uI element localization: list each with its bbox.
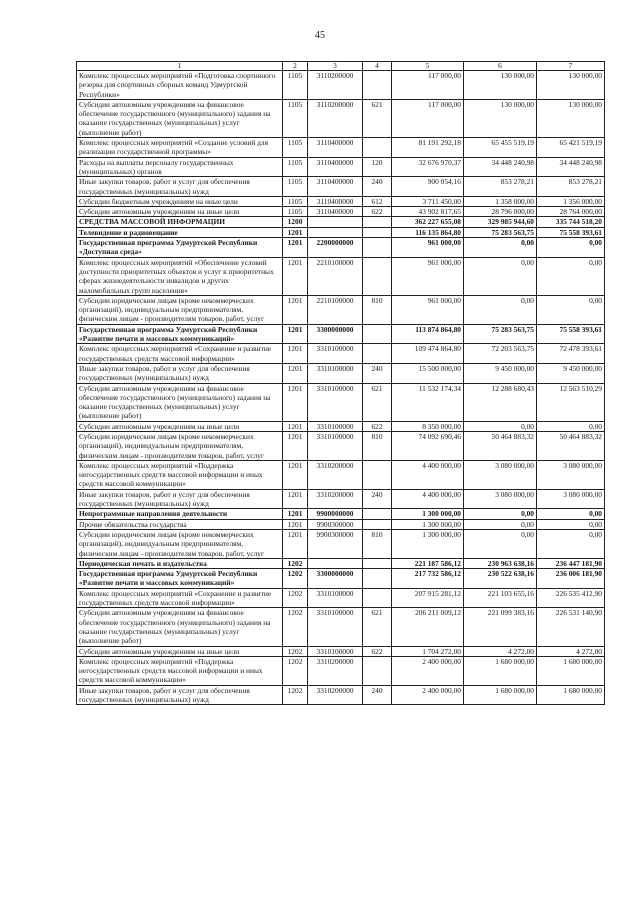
table-row — [77, 646, 605, 656]
cell-amount-year-2: 75 283 563,75 — [464, 324, 537, 344]
header-cell-3: 3 — [308, 62, 363, 71]
table-row — [77, 227, 605, 237]
cell-target-article: 2200000000 — [308, 238, 363, 258]
cell-amount-year-1: 217 732 586,12 — [392, 569, 464, 589]
cell-target-article: 3110400000 — [308, 207, 363, 217]
cell-amount-year-2: 28 796 000,00 — [464, 207, 537, 217]
cell-amount-year-3: 0,00 — [537, 529, 605, 558]
cell-amount-year-1: 32 676 970,37 — [392, 157, 464, 177]
cell-section: 1201 — [283, 238, 308, 258]
cell-section: 1105 — [283, 207, 308, 217]
cell-amount-year-2: 0,00 — [464, 238, 537, 258]
cell-section: 1202 — [283, 685, 308, 705]
table-row — [77, 529, 605, 558]
cell-amount-year-3: 75 558 393,61 — [537, 324, 605, 344]
cell-amount-year-3: 28 764 000,00 — [537, 207, 605, 217]
cell-target-article: 3110400000 — [308, 138, 363, 158]
cell-amount-year-1: 81 191 292,18 — [392, 138, 464, 158]
cell-amount-year-2: 221 099 383,16 — [464, 608, 537, 646]
cell-amount-year-2: 34 448 240,98 — [464, 157, 537, 177]
cell-amount-year-2: 0,00 — [464, 295, 537, 324]
cell-name: Иные закупки товаров, работ и услуг для обеспечения государственных (муниципальных) нужд — [77, 177, 283, 197]
cell-amount-year-3: 3 080 000,00 — [537, 489, 605, 509]
cell-amount-year-2: 0,00 — [464, 421, 537, 431]
table-row — [77, 295, 605, 324]
cell-target-article: 3310200000 — [308, 489, 363, 509]
cell-section: 1201 — [283, 257, 308, 295]
cell-amount-year-2: 221 103 655,16 — [464, 588, 537, 608]
cell-target-article: 3310200000 — [308, 656, 363, 685]
cell-target-article: 3310100000 — [308, 363, 363, 383]
cell-section: 1201 — [283, 519, 308, 529]
cell-target-article: 9900000000 — [308, 509, 363, 519]
cell-amount-year-2: 3 080 000,00 — [464, 460, 537, 489]
cell-amount-year-2: 72 203 563,75 — [464, 344, 537, 364]
cell-name: Непрограммные направления деятельности — [77, 509, 283, 519]
cell-target-article: 3110200000 — [308, 99, 363, 137]
table-row — [77, 519, 605, 529]
cell-amount-year-2: 230 522 638,16 — [464, 569, 537, 589]
cell-section: 1105 — [283, 177, 308, 197]
table-row — [77, 99, 605, 137]
cell-name: Субсидии автономным учреждениям на иные цели — [77, 421, 283, 431]
header-cell-6: 6 — [464, 62, 537, 71]
cell-target-article: 2210100000 — [308, 295, 363, 324]
cell-name: Прочие обязательства государства — [77, 519, 283, 529]
cell-amount-year-2: 0,00 — [464, 529, 537, 558]
cell-target-article: 3300000000 — [308, 569, 363, 589]
cell-amount-year-3: 226 531 140,90 — [537, 608, 605, 646]
table-row — [77, 460, 605, 489]
table-row — [77, 509, 605, 519]
table-row — [77, 421, 605, 431]
cell-expense-type: 621 — [363, 608, 392, 646]
cell-amount-year-2: 4 272,00 — [464, 646, 537, 656]
cell-section: 1201 — [283, 421, 308, 431]
cell-amount-year-3: 335 744 518,20 — [537, 217, 605, 227]
cell-name: Комплекс процессных мероприятий «Создание условий для реализации государственной программы» — [77, 138, 283, 158]
cell-section: 1105 — [283, 138, 308, 158]
cell-expense-type: 240 — [363, 489, 392, 509]
cell-target-article: 2210100000 — [308, 257, 363, 295]
cell-amount-year-1: 1 300 000,00 — [392, 509, 464, 519]
cell-amount-year-1: 15 500 000,00 — [392, 363, 464, 383]
table-body — [77, 71, 605, 705]
cell-section: 1105 — [283, 71, 308, 100]
budget-table — [76, 61, 605, 705]
cell-section: 1201 — [283, 460, 308, 489]
cell-section: 1200 — [283, 217, 308, 227]
table-row — [77, 558, 605, 568]
cell-amount-year-2: 1 680 000,00 — [464, 656, 537, 685]
cell-expense-type: 622 — [363, 207, 392, 217]
cell-amount-year-1: 117 000,00 — [392, 71, 464, 100]
cell-amount-year-3: 12 563 510,29 — [537, 383, 605, 421]
cell-expense-type — [363, 460, 392, 489]
cell-amount-year-1: 3 711 450,00 — [392, 196, 464, 206]
cell-expense-type — [363, 71, 392, 100]
cell-amount-year-3: 1 680 000,00 — [537, 656, 605, 685]
cell-amount-year-1: 961 000,00 — [392, 295, 464, 324]
cell-expense-type — [363, 324, 392, 344]
cell-target-article — [308, 227, 363, 237]
cell-name: Расходы на выплаты персоналу государственных (муниципальных) органов — [77, 157, 283, 177]
cell-amount-year-3: 0,00 — [537, 421, 605, 431]
cell-amount-year-3: 50 464 883,32 — [537, 431, 605, 460]
cell-expense-type — [363, 509, 392, 519]
table-row — [77, 569, 605, 589]
cell-section: 1201 — [283, 363, 308, 383]
cell-expense-type: 810 — [363, 529, 392, 558]
table-row — [77, 196, 605, 206]
cell-section: 1201 — [283, 489, 308, 509]
cell-expense-type: 240 — [363, 363, 392, 383]
cell-name: Телевидение и радиовещание — [77, 227, 283, 237]
cell-name: Иные закупки товаров, работ и услуг для обеспечения государственных (муниципальных) нужд — [77, 685, 283, 705]
cell-expense-type — [363, 656, 392, 685]
cell-target-article: 3310100000 — [308, 646, 363, 656]
cell-expense-type: 240 — [363, 685, 392, 705]
cell-name: Субсидии юридическим лицам (кроме некоммерческих организаций), индивидуальным предпринимателям, физическим лицам - производителям товаров, работ, услуг — [77, 295, 283, 324]
cell-amount-year-2: 1 358 000,00 — [464, 196, 537, 206]
cell-amount-year-3: 130 000,00 — [537, 99, 605, 137]
cell-amount-year-3: 1 680 000,00 — [537, 685, 605, 705]
cell-amount-year-1: 43 902 817,65 — [392, 207, 464, 217]
cell-name: Комплекс процессных мероприятий «Сохранение и развитие государственных средств массовой информации» — [77, 588, 283, 608]
cell-name: Субсидии юридическим лицам (кроме некоммерческих организаций), индивидуальным предпринимателям, физическим лицам - производителям товаров, работ, услуг — [77, 431, 283, 460]
cell-name: Субсидии юридическим лицам (кроме некоммерческих организаций), индивидуальным предпринимателям, физическим лицам - производителям товаров, работ, услуг — [77, 529, 283, 558]
cell-section: 1202 — [283, 656, 308, 685]
cell-expense-type: 622 — [363, 646, 392, 656]
cell-amount-year-3: 0,00 — [537, 509, 605, 519]
cell-amount-year-1: 4 400 000,00 — [392, 489, 464, 509]
cell-amount-year-2: 853 278,21 — [464, 177, 537, 197]
table-row — [77, 383, 605, 421]
cell-expense-type: 621 — [363, 383, 392, 421]
cell-expense-type: 810 — [363, 431, 392, 460]
cell-amount-year-2: 0,00 — [464, 257, 537, 295]
table-row — [77, 363, 605, 383]
cell-amount-year-3: 4 272,00 — [537, 646, 605, 656]
cell-amount-year-2: 0,00 — [464, 509, 537, 519]
table-row — [77, 238, 605, 258]
header-row — [77, 62, 605, 71]
cell-expense-type: 621 — [363, 99, 392, 137]
cell-amount-year-3: 0,00 — [537, 238, 605, 258]
cell-name: Государственная программа Удмуртской Республики «Развитие печати и массовых коммуникаций» — [77, 324, 283, 344]
cell-section: 1201 — [283, 509, 308, 519]
table-row — [77, 344, 605, 364]
header-cell-4: 4 — [363, 62, 392, 71]
cell-expense-type — [363, 227, 392, 237]
cell-name: Иные закупки товаров, работ и услуг для обеспечения государственных (муниципальных) нужд — [77, 363, 283, 383]
cell-amount-year-2: 0,00 — [464, 519, 537, 529]
cell-amount-year-2: 75 283 563,75 — [464, 227, 537, 237]
cell-expense-type — [363, 217, 392, 227]
cell-amount-year-2: 50 464 883,32 — [464, 431, 537, 460]
cell-amount-year-3: 3 080 000,00 — [537, 460, 605, 489]
cell-expense-type — [363, 558, 392, 568]
cell-name: Субсидии автономным учреждениям на финансовое обеспечение государственного (муниципального) задания на оказание государственных (муниципальных) услуг (выполнение работ) — [77, 99, 283, 137]
cell-amount-year-3: 236 006 181,90 — [537, 569, 605, 589]
table-row — [77, 257, 605, 295]
cell-amount-year-3: 853 278,21 — [537, 177, 605, 197]
header-cell-2: 2 — [283, 62, 308, 71]
cell-amount-year-1: 221 187 586,12 — [392, 558, 464, 568]
cell-amount-year-2: 130 000,00 — [464, 99, 537, 137]
cell-target-article: 3310100000 — [308, 383, 363, 421]
cell-amount-year-3: 226 535 412,90 — [537, 588, 605, 608]
cell-target-article: 9900300000 — [308, 529, 363, 558]
table-row — [77, 138, 605, 158]
cell-section: 1202 — [283, 588, 308, 608]
cell-name: Субсидии бюджетным учреждениям на иные цели — [77, 196, 283, 206]
cell-amount-year-1: 362 227 655,08 — [392, 217, 464, 227]
cell-amount-year-3: 75 558 393,61 — [537, 227, 605, 237]
cell-amount-year-3: 1 356 000,00 — [537, 196, 605, 206]
cell-section: 1201 — [283, 324, 308, 344]
cell-name: СРЕДСТВА МАССОВОЙ ИНФОРМАЦИИ — [77, 217, 283, 227]
cell-amount-year-1: 109 474 864,80 — [392, 344, 464, 364]
cell-target-article: 3310200000 — [308, 460, 363, 489]
cell-expense-type: 120 — [363, 157, 392, 177]
page-number: 45 — [315, 30, 325, 41]
cell-name: Государственная программа Удмуртской Республики «Доступная среда» — [77, 238, 283, 258]
cell-target-article: 3310100000 — [308, 421, 363, 431]
cell-target-article: 3110400000 — [308, 196, 363, 206]
cell-name: Субсидии автономным учреждениям на финансовое обеспечение государственного (муниципального) задания на оказание государственных (муниципальных) услуг (выполнение работ) — [77, 383, 283, 421]
cell-section: 1201 — [283, 295, 308, 324]
cell-target-article: 3310200000 — [308, 685, 363, 705]
table-row — [77, 207, 605, 217]
cell-amount-year-1: 74 092 690,46 — [392, 431, 464, 460]
cell-amount-year-3: 236 447 181,90 — [537, 558, 605, 568]
cell-expense-type — [363, 569, 392, 589]
header-cell-7: 7 — [537, 62, 605, 71]
cell-name: Субсидии автономным учреждениям на финансовое обеспечение государственного (муниципального) задания на оказание государственных (муниципальных) услуг (выполнение работ) — [77, 608, 283, 646]
cell-target-article: 3310100000 — [308, 431, 363, 460]
cell-amount-year-3: 34 448 240,98 — [537, 157, 605, 177]
table-row — [77, 608, 605, 646]
cell-amount-year-3: 65 421 519,19 — [537, 138, 605, 158]
cell-amount-year-2: 65 455 519,19 — [464, 138, 537, 158]
table-row — [77, 324, 605, 344]
cell-name: Комплекс процессных мероприятий «Сохранение и развитие государственных средств массовой информации» — [77, 344, 283, 364]
cell-amount-year-1: 113 874 864,80 — [392, 324, 464, 344]
cell-amount-year-1: 1 300 000,00 — [392, 519, 464, 529]
cell-section: 1201 — [283, 383, 308, 421]
cell-amount-year-1: 11 532 174,34 — [392, 383, 464, 421]
cell-name: Субсидии автономным учреждениям на иные цели — [77, 646, 283, 656]
cell-section: 1105 — [283, 196, 308, 206]
cell-amount-year-1: 116 135 864,80 — [392, 227, 464, 237]
cell-amount-year-1: 4 400 000,00 — [392, 460, 464, 489]
cell-amount-year-1: 961 000,00 — [392, 257, 464, 295]
cell-amount-year-2: 12 288 680,43 — [464, 383, 537, 421]
cell-amount-year-2: 329 985 944,60 — [464, 217, 537, 227]
table-row — [77, 177, 605, 197]
cell-amount-year-2: 9 450 000,00 — [464, 363, 537, 383]
cell-target-article: 3310100000 — [308, 344, 363, 364]
cell-expense-type: 622 — [363, 421, 392, 431]
cell-expense-type — [363, 238, 392, 258]
cell-target-article: 3110400000 — [308, 177, 363, 197]
cell-target-article: 3110200000 — [308, 71, 363, 100]
cell-amount-year-1: 117 000,00 — [392, 99, 464, 137]
cell-section: 1201 — [283, 431, 308, 460]
cell-expense-type — [363, 344, 392, 364]
cell-section: 1202 — [283, 608, 308, 646]
table-row — [77, 588, 605, 608]
cell-expense-type — [363, 138, 392, 158]
cell-amount-year-1: 961 000,00 — [392, 238, 464, 258]
cell-expense-type: 810 — [363, 295, 392, 324]
cell-amount-year-1: 1 704 272,00 — [392, 646, 464, 656]
cell-amount-year-1: 1 300 000,00 — [392, 529, 464, 558]
table-row — [77, 431, 605, 460]
cell-amount-year-1: 206 211 009,12 — [392, 608, 464, 646]
cell-expense-type — [363, 588, 392, 608]
cell-name: Иные закупки товаров, работ и услуг для обеспечения государственных (муниципальных) нужд — [77, 489, 283, 509]
cell-amount-year-2: 130 000,00 — [464, 71, 537, 100]
cell-section: 1201 — [283, 227, 308, 237]
cell-name: Комплекс процессных мероприятий «Обеспечение условий доступности приоритетных объектов и услуг в приоритетных сферах жизнедеятельности инвалидов и других маломобильных групп населения» — [77, 257, 283, 295]
cell-expense-type: 240 — [363, 177, 392, 197]
cell-amount-year-1: 2 400 000,00 — [392, 685, 464, 705]
cell-amount-year-3: 0,00 — [537, 295, 605, 324]
cell-name: Субсидии автономным учреждениям на иные цели — [77, 207, 283, 217]
cell-expense-type: 612 — [363, 196, 392, 206]
cell-name: Комплекс процессных мероприятий «Поддержка негосударственных средств массовой информации и иных средств массовой коммуникации» — [77, 460, 283, 489]
cell-amount-year-1: 207 915 281,12 — [392, 588, 464, 608]
cell-expense-type — [363, 519, 392, 529]
table-row — [77, 489, 605, 509]
table-row — [77, 217, 605, 227]
cell-target-article: 3110400000 — [308, 157, 363, 177]
cell-section: 1201 — [283, 529, 308, 558]
cell-target-article: 3300000000 — [308, 324, 363, 344]
cell-target-article: 9900300000 — [308, 519, 363, 529]
cell-section: 1202 — [283, 569, 308, 589]
cell-section: 1202 — [283, 558, 308, 568]
table-row — [77, 656, 605, 685]
cell-amount-year-3: 0,00 — [537, 519, 605, 529]
cell-amount-year-3: 130 000,00 — [537, 71, 605, 100]
cell-target-article — [308, 217, 363, 227]
cell-amount-year-3: 0,00 — [537, 257, 605, 295]
cell-amount-year-3: 9 450 000,00 — [537, 363, 605, 383]
cell-target-article — [308, 558, 363, 568]
table-row — [77, 157, 605, 177]
header-cell-5: 5 — [392, 62, 464, 71]
cell-name: Комплекс процессных мероприятий «Подготовка спортивного резерва для спортивных сборных команд Удмуртской Республики» — [77, 71, 283, 100]
cell-section: 1105 — [283, 157, 308, 177]
cell-amount-year-1: 8 350 000,00 — [392, 421, 464, 431]
cell-target-article: 3310100000 — [308, 608, 363, 646]
cell-target-article: 3310100000 — [308, 588, 363, 608]
cell-expense-type — [363, 257, 392, 295]
cell-section: 1202 — [283, 646, 308, 656]
table-row — [77, 685, 605, 705]
cell-name: Периодическая печать и издательства — [77, 558, 283, 568]
cell-section: 1105 — [283, 99, 308, 137]
cell-name: Комплекс процессных мероприятий «Поддержка негосударственных средств массовой информации и иных средств массовой коммуникации» — [77, 656, 283, 685]
cell-amount-year-1: 900 054,16 — [392, 177, 464, 197]
header-cell-1: 1 — [77, 62, 283, 71]
cell-section: 1201 — [283, 344, 308, 364]
cell-amount-year-2: 1 680 000,00 — [464, 685, 537, 705]
table-row — [77, 71, 605, 100]
cell-amount-year-3: 72 478 393,61 — [537, 344, 605, 364]
cell-amount-year-1: 2 400 000,00 — [392, 656, 464, 685]
cell-amount-year-2: 3 080 000,00 — [464, 489, 537, 509]
cell-amount-year-2: 230 963 638,16 — [464, 558, 537, 568]
cell-name: Государственная программа Удмуртской Республики «Развитие печати и массовых коммуникаций» — [77, 569, 283, 589]
